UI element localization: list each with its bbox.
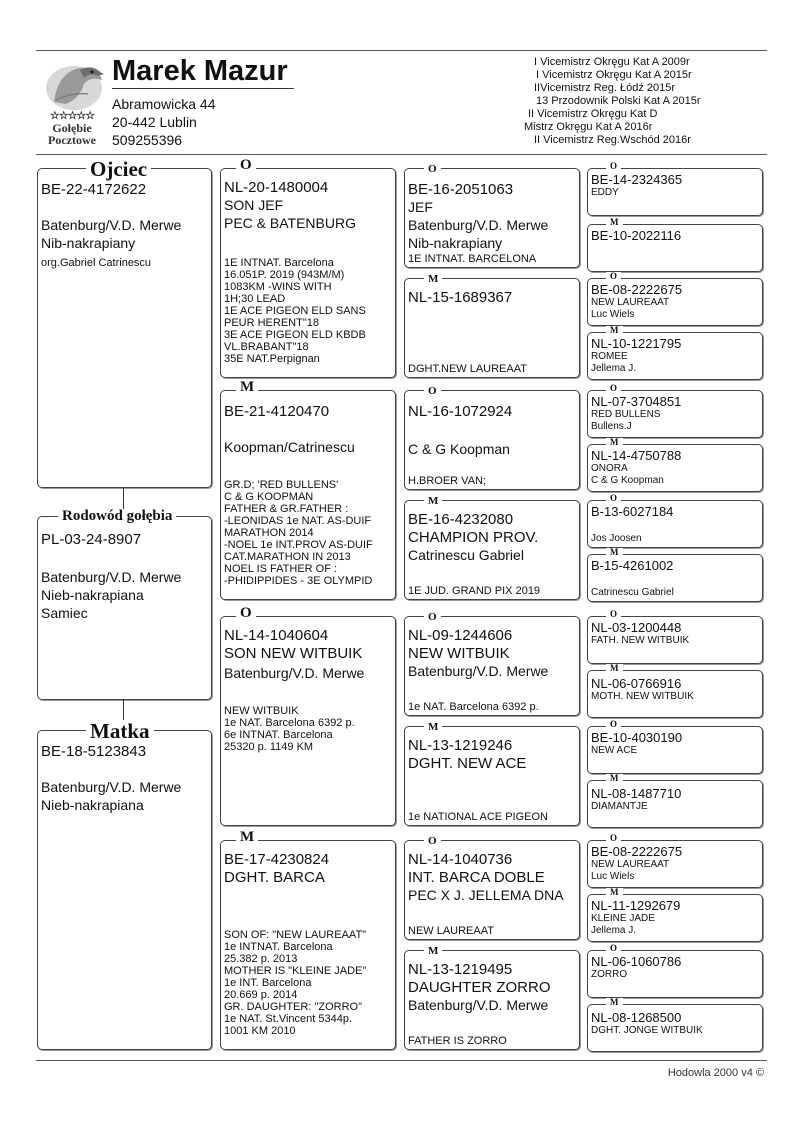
- sex-label-male: O: [424, 834, 441, 848]
- gen3-box-8: [404, 950, 580, 1050]
- title-line: II Vicemistrz Okręgu Kat D: [528, 108, 658, 120]
- gen4-line: NEW LAUREAAT: [591, 859, 670, 870]
- gen4-line: EDDY: [591, 187, 619, 198]
- gen2-note: GR.D; 'RED BULLENS': [224, 479, 339, 491]
- gen4-ring: NL-06-1060786: [591, 954, 682, 969]
- pigeon-logo-icon: [36, 58, 108, 112]
- title-line: I Vicemistrz Okręgu Kat A 2009r: [534, 56, 690, 68]
- gen3-line: JEF: [408, 199, 433, 215]
- gen4-box-5: [587, 390, 763, 438]
- gen3-line: Catrinescu Gabriel: [408, 547, 524, 563]
- logo-text-1: Gołębie: [52, 121, 92, 135]
- gen3-box-6: [404, 726, 580, 826]
- gen2-note: 1e INTNAT. Barcelona: [224, 941, 333, 953]
- footer-credit: Hodowla 2000 v4 ©: [667, 1067, 764, 1079]
- gen2-note: 3E ACE PIGEON ELD KBDB: [224, 329, 366, 341]
- gen2-note: GR. DAUGHTER: "ZORRO": [224, 1001, 362, 1013]
- gen3-ring: BE-16-4232080: [408, 511, 514, 528]
- gen4-line: Jellema J.: [591, 363, 637, 374]
- gen4-ring: NL-03-1200448: [591, 620, 682, 635]
- title-line: 13 Przodownik Polski Kat A 2015r: [536, 95, 701, 107]
- sex-label-female: M: [236, 830, 258, 844]
- gen2-note: CAT.MARATHON IN 2013: [224, 551, 351, 563]
- gen3-line: PEC X J. JELLEMA DNA: [408, 887, 564, 903]
- gen3-box-5: [404, 616, 580, 716]
- gen3-line: C & G Koopman: [408, 441, 510, 457]
- gen4-box-4: [587, 332, 763, 380]
- gen2-ring: NL-14-1040604: [224, 627, 329, 644]
- gen3-note: 1E INTNAT. BARCELONA: [408, 253, 537, 265]
- sex-label-female: M: [236, 380, 258, 394]
- gen4-box-10: [587, 670, 763, 718]
- gen3-ring: BE-16-2051063: [408, 181, 514, 198]
- gen4-line: MOTH. NEW WITBUIK: [591, 691, 694, 702]
- gen2-line: DGHT. BARCA: [224, 869, 325, 886]
- gen4-ring: BE-08-2222675: [591, 282, 683, 297]
- sex-label-male: O: [606, 834, 621, 843]
- mother-box: [37, 730, 212, 1050]
- subject-line-3: Samiec: [41, 605, 88, 621]
- gen4-line: RED BULLENS: [591, 409, 661, 420]
- father-line-2: Nib-nakrapiany: [41, 235, 136, 251]
- bottom-rule: [36, 1060, 767, 1061]
- header-rule: [36, 154, 767, 155]
- gen4-box-12: [587, 780, 763, 828]
- sex-label-female: M: [606, 664, 623, 673]
- gen2-ring: NL-20-1480004: [224, 179, 329, 196]
- sex-label-female: M: [606, 888, 623, 897]
- sex-label-female: M: [606, 998, 623, 1007]
- gen2-note: NEW WITBUIK: [224, 705, 299, 717]
- sex-label-male: O: [236, 606, 256, 620]
- owner-titles: [520, 56, 750, 147]
- gen2-note: 1083KM -WINS WITH: [224, 281, 332, 293]
- father-ring: BE-22-4172622: [41, 181, 147, 198]
- father-label: Ojciec: [86, 158, 151, 180]
- title-line: Mistrz Okręgu Kat A 2016r: [524, 121, 653, 133]
- sex-label-female: M: [424, 272, 442, 286]
- gen2-line: Koopman/Catrinescu: [224, 439, 355, 455]
- gen4-ring: B-13-6027184: [591, 504, 674, 519]
- gen4-box-7: [587, 500, 763, 548]
- gen2-note: FATHER & GR.FATHER :: [224, 503, 349, 515]
- gen4-line: FATH. NEW WITBUIK: [591, 635, 690, 646]
- gen4-box-11: [587, 726, 763, 774]
- title-line: IIVicemistrz Reg. Łódź 2015r: [534, 82, 676, 94]
- gen2-note: 1e NAT. Barcelona 6392 p.: [224, 717, 355, 729]
- gen2-note: 1H;30 LEAD: [224, 293, 286, 305]
- sex-label-male: O: [236, 158, 256, 172]
- gen2-note: 20.669 p. 2014: [224, 989, 298, 1001]
- sex-label-male: O: [606, 384, 621, 393]
- gen3-line: CHAMPION PROV.: [408, 529, 539, 546]
- top-rule: [36, 50, 767, 51]
- gen4-ring: NL-10-1221795: [591, 336, 682, 351]
- father-note: org.Gabriel Catrinescu: [41, 257, 152, 269]
- gen3-box-7: [404, 840, 580, 940]
- gen2-note: 16.051P. 2019 (943M/M): [224, 269, 345, 281]
- gen4-ring: NL-08-1268500: [591, 1010, 682, 1025]
- gen4-ring: BE-08-2222675: [591, 844, 683, 859]
- logo-stars: ☆☆☆☆☆: [49, 110, 95, 122]
- gen3-ring: NL-14-1040736: [408, 851, 513, 868]
- mother-ring: BE-18-5123843: [41, 743, 147, 760]
- gen4-box-6: [587, 444, 763, 492]
- gen3-note: 1e NAT. Barcelona 6392 p.: [408, 701, 539, 713]
- sex-label-male: O: [606, 272, 621, 281]
- owner-street: Abramowicka 44: [112, 96, 216, 112]
- subject-line-1: Batenburg/V.D. Merwe: [41, 569, 182, 585]
- father-box: [37, 168, 212, 488]
- gen2-note: C & G KOOPMAN: [224, 491, 314, 503]
- gen3-box-3: [404, 390, 580, 490]
- gen2-line: Batenburg/V.D. Merwe: [224, 665, 365, 681]
- gen3-box-2: [404, 278, 580, 378]
- sex-label-male: O: [606, 162, 621, 171]
- gen2-note: NOEL IS FATHER OF :: [224, 563, 338, 575]
- owner-underline: [112, 88, 294, 89]
- gen2-note: 1e NAT. St.Vincent 5344p.: [224, 1013, 353, 1025]
- gen2-box-4: [220, 840, 396, 1050]
- sex-label-male: O: [606, 610, 621, 619]
- gen2-note: SON OF: "NEW LAUREAAT": [224, 929, 367, 941]
- logo-text-2: Pocztowe: [48, 133, 96, 147]
- gen4-line: NEW ACE: [591, 745, 638, 756]
- gen2-note: 1001 KM 2010: [224, 1025, 296, 1037]
- gen2-note: -LEONIDAS 1e NAT. AS-DUIF: [224, 515, 372, 527]
- gen3-line: Batenburg/V.D. Merwe: [408, 217, 549, 233]
- gen3-ring: NL-13-1219246: [408, 737, 513, 754]
- gen4-ring: NL-14-4750788: [591, 448, 682, 463]
- gen4-line: ROMEE: [591, 351, 628, 362]
- gen4-line: Luc Wiels: [591, 309, 635, 320]
- gen3-note: 1e NATIONAL ACE PIGEON: [408, 811, 548, 823]
- mother-label: Matka: [86, 720, 154, 742]
- sex-label-female: M: [424, 944, 442, 958]
- gen4-box-9: [587, 616, 763, 664]
- subject-ring: PL-03-24-8907: [41, 531, 142, 548]
- gen2-box-1: [220, 168, 396, 378]
- gen2-ring: BE-21-4120470: [224, 403, 330, 420]
- gen4-ring: NL-07-3704851: [591, 394, 682, 409]
- gen2-note: -PHIDIPPIDES - 3E OLYMPID: [224, 575, 373, 587]
- subject-line-2: Nieb-nakrapiana: [41, 587, 144, 603]
- owner-name: Marek Mazur: [112, 55, 288, 87]
- gen4-line: Bullens.J: [591, 421, 632, 432]
- logo: [36, 58, 108, 148]
- gen4-ring: B-15-4261002: [591, 558, 674, 573]
- mother-line-1: Batenburg/V.D. Merwe: [41, 779, 182, 795]
- gen4-line: NEW LAUREAAT: [591, 297, 670, 308]
- gen2-note: VL.BRABANT"18: [224, 341, 309, 353]
- gen2-note: MOTHER IS "KLEINE JADE": [224, 965, 367, 977]
- gen3-line: Nib-nakrapiany: [408, 235, 503, 251]
- gen3-ring: NL-09-1244606: [408, 627, 513, 644]
- gen2-note: 25.382 p. 2013: [224, 953, 298, 965]
- sex-label-female: M: [606, 218, 623, 227]
- sex-label-male: O: [606, 944, 621, 953]
- gen2-note: 1e INT. Barcelona: [224, 977, 312, 989]
- sex-label-male: O: [424, 162, 441, 176]
- gen2-note: 25320 p. 1149 KM: [224, 741, 314, 753]
- gen4-ring: NL-11-1292679: [591, 898, 681, 913]
- gen4-ring: NL-06-0766916: [591, 676, 682, 691]
- gen3-line: NEW WITBUIK: [408, 645, 510, 662]
- gen4-line: ZORRO: [591, 969, 628, 980]
- gen3-line: DGHT. NEW ACE: [408, 755, 527, 772]
- gen4-box-3: [587, 278, 763, 326]
- gen3-note: FATHER IS ZORRO: [408, 1035, 507, 1047]
- subject-box: [37, 516, 212, 700]
- sex-label-male: O: [606, 720, 621, 729]
- owner-city: 20-442 Lublin: [112, 114, 197, 130]
- sex-label-male: O: [606, 494, 621, 503]
- owner-phone: 509255396: [112, 132, 183, 148]
- sex-label-female: M: [606, 548, 623, 557]
- gen4-box-1: [587, 168, 763, 216]
- gen3-ring: NL-15-1689367: [408, 289, 513, 306]
- gen2-note: -NOEL 1e INT.PROV AS-DUIF: [224, 539, 373, 551]
- sex-label-female: M: [606, 438, 623, 447]
- pedigree-label: Rodowód gołębia: [58, 509, 176, 523]
- gen4-line: Jos Joosen: [591, 533, 642, 544]
- sex-label-female: M: [606, 326, 623, 335]
- father-line-1: Batenburg/V.D. Merwe: [41, 217, 182, 233]
- gen2-line: PEC & BATENBURG: [224, 215, 356, 231]
- sex-label-female: M: [424, 494, 442, 508]
- gen4-line: C & G Koopman: [591, 475, 664, 486]
- gen4-ring: NL-08-1487710: [591, 786, 682, 801]
- gen4-ring: BE-10-4030190: [591, 730, 683, 745]
- gen3-line: Batenburg/V.D. Merwe: [408, 663, 549, 679]
- sex-label-male: O: [424, 610, 441, 624]
- gen4-line: Jellema J.: [591, 925, 637, 936]
- sex-label-female: M: [424, 720, 442, 734]
- sex-label-female: M: [606, 774, 623, 783]
- gen2-note: 1E ACE PIGEON ELD SANS: [224, 305, 366, 317]
- gen3-ring: NL-16-1072924: [408, 403, 513, 420]
- gen2-note: 35E NAT.Perpignan: [224, 353, 320, 365]
- gen2-ring: BE-17-4230824: [224, 851, 330, 868]
- sex-label-male: O: [424, 384, 441, 398]
- gen3-box-4: [404, 500, 580, 600]
- gen4-line: DIAMANTJE: [591, 801, 648, 812]
- gen4-box-15: [587, 950, 763, 998]
- gen2-line: SON NEW WITBUIK: [224, 645, 363, 662]
- mother-line-2: Nieb-nakrapiana: [41, 797, 144, 813]
- gen4-line: Luc Wiels: [591, 871, 635, 882]
- gen2-box-3: [220, 616, 396, 826]
- gen3-note: H.BROER VAN;: [408, 475, 487, 487]
- title-line: I Vicemistrz Okręgu Kat A 2015r: [536, 69, 692, 81]
- gen4-line: DGHT. JONGE WITBUIK: [591, 1025, 703, 1036]
- gen4-box-16: [587, 1004, 763, 1052]
- gen4-box-2: [587, 224, 763, 272]
- gen4-box-13: [587, 840, 763, 888]
- gen3-box-1: [404, 168, 580, 268]
- gen3-note: NEW LAUREAAT: [408, 925, 494, 937]
- gen2-note: 6e INTNAT. Barcelona: [224, 729, 333, 741]
- gen4-line: Catrinescu Gabriel: [591, 587, 674, 598]
- gen4-line: KLEINE JADE: [591, 913, 655, 924]
- gen2-note: 1E INTNAT. Barcelona: [224, 257, 334, 269]
- gen3-line: Batenburg/V.D. Merwe: [408, 997, 549, 1013]
- gen2-box-2: [220, 390, 396, 600]
- gen3-ring: NL-13-1219495: [408, 961, 513, 978]
- gen2-note: PEUR HERENT"18: [224, 317, 319, 329]
- gen4-box-14: [587, 894, 763, 942]
- title-line: II Vicemistrz Reg.Wschód 2016r: [534, 134, 691, 146]
- gen4-ring: BE-14-2324365: [591, 172, 683, 187]
- gen2-line: SON JEF: [224, 197, 284, 213]
- gen4-box-8: [587, 554, 763, 602]
- gen3-line: INT. BARCA DOBLE: [408, 869, 545, 886]
- gen2-note: MARATHON 2014: [224, 527, 314, 539]
- gen3-line: DAUGHTER ZORRO: [408, 979, 551, 996]
- gen4-ring: BE-10-2022116: [591, 228, 682, 243]
- gen3-note: 1E JUD. GRAND PIX 2019: [408, 585, 541, 597]
- gen3-note: DGHT.NEW LAUREAAT: [408, 363, 527, 375]
- gen4-line: ONORA: [591, 463, 628, 474]
